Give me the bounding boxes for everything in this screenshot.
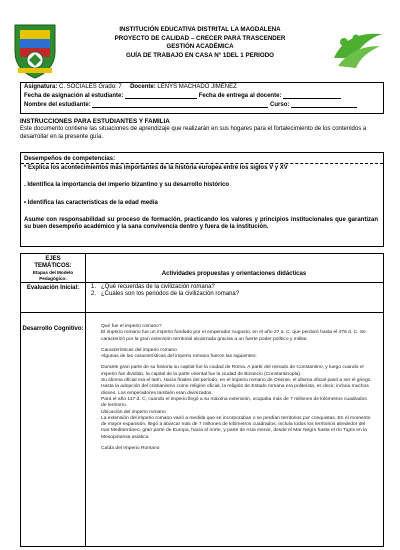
paragraph: Ubicación del imperio romano: [101, 409, 166, 415]
row-divider: [21, 282, 383, 283]
paragraph: La extensión del imperio romano varió a medida que se incorporaban o se perdían territorios por conquistas. En el momento de mayor expansión, llegó a abarcar más de 7 millones de kilómetros cuadrados. Incluía todos los territorios alrededor del mar Mediterráneo, gran parte de Europa, hacia el norte, y parte de Asia menor, desde el Mar Negro hasta el río Tigris en la Mesopotamia asiática.: [101, 415, 371, 440]
paragraph: Qué fue el imperio romano?: [101, 324, 162, 329]
competency-item: • Identifica las características de la edad media: [24, 200, 158, 206]
assignment-date-field[interactable]: [125, 98, 197, 99]
competency-item: Asume con responsabilidad su proceso de formación, practicando los valores y principios institucionales que garantizan su buen desempeño académico y la sana convivencia dentro y fuera de la institución.: [24, 217, 378, 231]
paragraph: Algunas de las características del imperio romano fueron las siguientes:: [101, 354, 257, 360]
instructions-text: Este documento contiene las situaciones de aprendizaje que realizarán en sus hogares para el fortalecimiento de los contenidos a desarrollar en la presente guía.: [20, 126, 367, 140]
row-divider: [21, 312, 383, 313]
subject-label: Asignatura:: [24, 84, 58, 90]
paragraph: Durante gran parte de su historia su capital fue la ciudad de Roma. A partir del reinado de Constantino, y luego cuando el imperio fue dividido, la capital de la parte oriental fue la ciudad de Bizancio (Constantinopla).: [101, 365, 364, 377]
instructions-title: INSTRUCCIONES PARA ESTUDIANTES Y FAMILIA: [20, 118, 170, 125]
activities-header: Actividades propuestas y orientaciones didácticas: [161, 271, 307, 277]
competencies-box: [20, 152, 384, 247]
institution-seal-logo: [12, 22, 58, 80]
thematic-axes-label: EJES TEMÁTICOS:: [34, 256, 72, 270]
institution-name: INSTITUCIÓN EDUCATIVA DISTRITAL LA MAGDALENA: [119, 26, 281, 33]
course-field[interactable]: [291, 107, 357, 108]
question-text: ¿Qué recuerdas de la civilización romana?: [101, 284, 215, 290]
question-item: 1. ¿Qué recuerdas de la civilización romana?: [91, 284, 215, 290]
document-header: [70, 26, 330, 60]
pedagogical-stages-label: Etapas del Modelo Pedagógico:: [32, 270, 74, 281]
question-text: ¿Cuáles son los periodos de la civilización romana?: [101, 291, 240, 298]
project-logo: [330, 28, 386, 72]
assignment-date-label: Fecha de asignación al estudiante:: [24, 93, 124, 99]
student-line: [24, 102, 357, 108]
subject-line: [24, 84, 237, 90]
student-name-label: Nombre del estudiante:: [24, 102, 91, 108]
initial-evaluation-questions: [91, 284, 377, 298]
student-info-box: [20, 82, 384, 114]
teacher-value: LENYS MACHADO JIMENEZ: [157, 84, 237, 90]
cognitive-development-label: Desarrollo Cognitivo:: [22, 326, 84, 332]
paragraph: Su idioma oficial era el latín. Hacia finales del periodo, en el imperio romano de Oriente, el idioma oficial pasó a ser el griego.: [101, 378, 372, 384]
initial-evaluation-label: Evaluación Inicial:: [26, 285, 80, 291]
table-header-left: [21, 256, 85, 281]
competencies-title: Desempeños de competencias:: [24, 155, 116, 162]
project-name: PROYECTO DE CALIDAD – CRECER PARA TRASCENDER: [114, 34, 286, 42]
guide-title: GUÍA DE TRABAJO EN CASA N° 1DEL 1 PERIODO: [125, 51, 274, 59]
dates-line: [24, 93, 341, 99]
student-name-field[interactable]: [92, 107, 268, 108]
paragraph: Caída del Imperio Romano: [101, 446, 160, 452]
competency-item: * Explica los acontecimientos más importantes de la historia europea entre los siglos V y XV: [24, 165, 288, 171]
paragraph: El imperio romano fue un imperio fundado por el emperador Augusto, en el año 27 a. C. que perduró hasta el 476 d. C. Se caracterizó por la gran extensión territorial alcanzada gracias a un fuerte poder político y militar.: [101, 330, 366, 342]
paragraph: Para el año 117 d. C, cuando el imperio llegó a su máxima extensión, ocupaba más de 7 millones de kilómetros cuadrados de territorio.: [101, 396, 367, 409]
column-divider: [85, 254, 86, 546]
paragraph: Características del imperio romano: [101, 347, 177, 353]
cognitive-development-content: [101, 324, 373, 452]
question-item: 2. ¿Cuáles son los periodos de la civilización romana?: [91, 291, 240, 298]
course-label: Curso:: [270, 102, 290, 108]
teacher-label: Docente:: [130, 84, 156, 90]
dashed-divider: [21, 163, 383, 164]
competency-item: . Identifica la importancia del imperio bizantino y su desarrollo histórico: [24, 182, 230, 188]
management-area: GESTIÓN ACADÉMICA: [166, 43, 234, 51]
subject-value: C. SOCIALES Grado: 7: [59, 84, 122, 90]
activities-table: [20, 253, 384, 547]
paragraph: Hasta la adopción del cristianismo como religión oficial, la religión de Estado romana era politeísta, es decir, incluía muchos dioses. Los emperadores también eran divinizados.: [101, 384, 369, 396]
delivery-date-field[interactable]: [283, 98, 341, 99]
delivery-date-label: Fecha de entrega al docente:: [198, 93, 282, 99]
